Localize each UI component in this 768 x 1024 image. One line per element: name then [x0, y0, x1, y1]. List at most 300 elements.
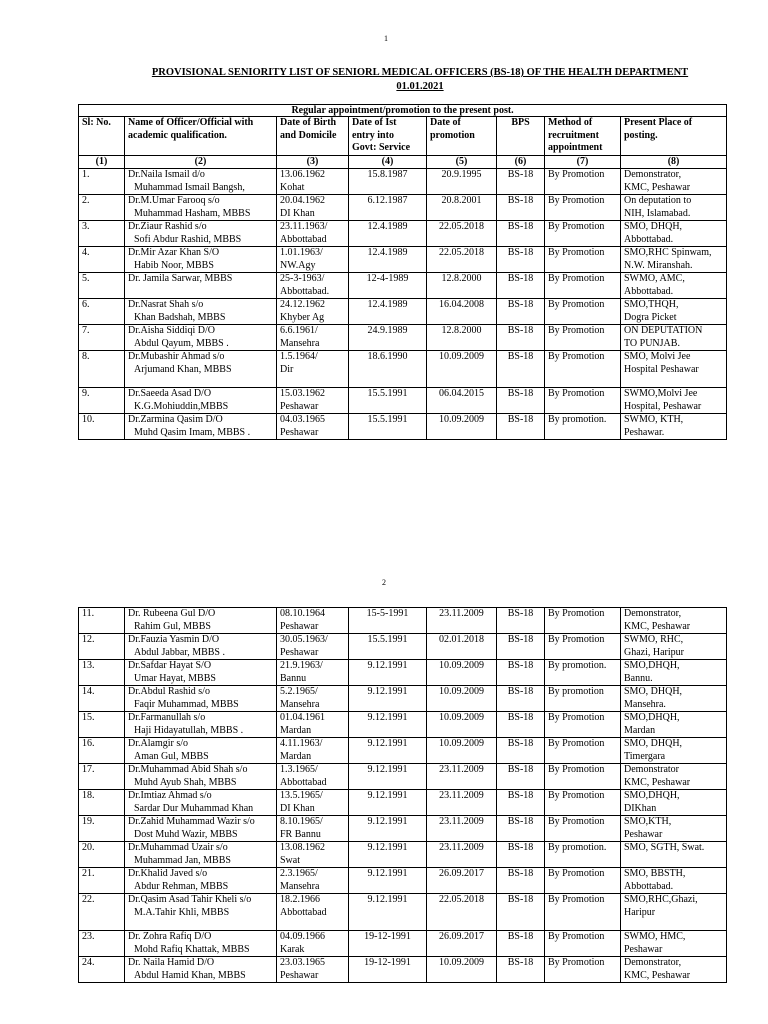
- posting-line: SMO, DHQH,: [624, 221, 683, 232]
- cell-sl-no: 15.: [79, 712, 125, 738]
- posting-line: Hospital, Peshawar: [624, 400, 702, 412]
- cell-name: [125, 686, 277, 712]
- header-method-line: appointment: [548, 142, 603, 153]
- birth-date: 13.08.1962: [280, 842, 325, 853]
- column-number: (5): [427, 155, 497, 169]
- cell-sl-no: 13.: [79, 660, 125, 686]
- cell-name: [125, 842, 277, 868]
- document-title: [100, 66, 740, 94]
- officer-parent-qualification: Khan Badshah, MBBS: [134, 311, 226, 323]
- cell-entry-date: 15.8.1987: [349, 169, 427, 195]
- cell-method: By promotion: [545, 686, 621, 712]
- cell-method: By Promotion: [545, 325, 621, 351]
- officer-parent-qualification: Muhammad Ismail Bangsh,: [134, 181, 245, 193]
- cell-entry-date: 12.4.1989: [349, 247, 427, 273]
- domicile: Mansehra: [280, 698, 320, 710]
- cell-promotion-date: 10.09.2009: [427, 738, 497, 764]
- column-number-row: [79, 155, 727, 169]
- table-row: [79, 634, 727, 660]
- cell-sl-no: 20.: [79, 842, 125, 868]
- cell-sl-no: 17.: [79, 764, 125, 790]
- cell-name: [125, 169, 277, 195]
- cell-posting: [621, 868, 727, 894]
- table-row: [79, 894, 727, 931]
- cell-name: [125, 351, 277, 388]
- birth-date: 5.2.1965/: [280, 686, 318, 697]
- posting-line: N.W. Miranshah.: [624, 259, 693, 271]
- table-row: [79, 660, 727, 686]
- table-row: [79, 221, 727, 247]
- header-sl-no: Sl: No.: [79, 117, 125, 156]
- officer-name: Dr.Aisha Siddiqi D/O: [128, 325, 215, 336]
- cell-bps: BS-18: [497, 738, 545, 764]
- birth-date: 04.03.1965: [280, 414, 325, 425]
- cell-posting: [621, 764, 727, 790]
- cell-dob: [277, 169, 349, 195]
- domicile: Dir: [280, 363, 294, 375]
- cell-entry-date: 18.6.1990: [349, 351, 427, 388]
- cell-entry-date: 24.9.1989: [349, 325, 427, 351]
- header-posting-line: posting.: [624, 129, 658, 141]
- officer-parent-qualification: Sardar Dur Muhammad Khan: [134, 802, 254, 814]
- table-row: [79, 686, 727, 712]
- posting-line: Hospital Peshawar: [624, 363, 699, 375]
- table-row: [79, 764, 727, 790]
- cell-posting: [621, 221, 727, 247]
- domicile: Bannu: [280, 672, 307, 684]
- cell-name: [125, 868, 277, 894]
- cell-dob: [277, 634, 349, 660]
- cell-bps: BS-18: [497, 842, 545, 868]
- column-number: (1): [79, 155, 125, 169]
- header-method-line: Method of: [548, 117, 593, 128]
- posting-line: Demonstrator,: [624, 608, 682, 619]
- cell-dob: [277, 816, 349, 842]
- posting-line: Ghazi, Haripur: [624, 646, 684, 658]
- cell-sl-no: 14.: [79, 686, 125, 712]
- cell-entry-date: 19-12-1991: [349, 931, 427, 957]
- cell-entry-date: 9.12.1991: [349, 712, 427, 738]
- cell-sl-no: 19.: [79, 816, 125, 842]
- seniority-table-page-1: [78, 104, 727, 440]
- officer-name: Dr.Saeeda Asad D/O: [128, 388, 212, 399]
- header-dob: [277, 117, 349, 156]
- table-row: [79, 816, 727, 842]
- table-row: [79, 325, 727, 351]
- cell-posting: [621, 247, 727, 273]
- officer-parent-qualification: Muhd Ayub Shah, MBBS: [134, 776, 237, 788]
- cell-posting: [621, 169, 727, 195]
- cell-entry-date: 15-5-1991: [349, 608, 427, 634]
- officer-parent-qualification: Abdul Qayum, MBBS .: [134, 337, 229, 349]
- officer-parent-qualification: Abdul Hamid Khan, MBBS: [134, 969, 246, 981]
- cell-promotion-date: 23.11.2009: [427, 842, 497, 868]
- cell-method: By Promotion: [545, 169, 621, 195]
- cell-sl-no: 4.: [79, 247, 125, 273]
- posting-line: Abbottabad.: [624, 285, 674, 297]
- cell-promotion-date: 12.8.2000: [427, 273, 497, 299]
- cell-sl-no: 3.: [79, 221, 125, 247]
- cell-promotion-date: 22.05.2018: [427, 221, 497, 247]
- cell-promotion-date: 22.05.2018: [427, 247, 497, 273]
- column-number: (3): [277, 155, 349, 169]
- header-name-line: academic qualification.: [128, 129, 227, 141]
- cell-method: By Promotion: [545, 195, 621, 221]
- cell-sl-no: 2.: [79, 195, 125, 221]
- posting-line: SWMO, AMC,: [624, 273, 685, 284]
- officer-name: Dr.Qasim Asad Tahir Kheli s/o: [128, 894, 252, 905]
- cell-method: By promotion.: [545, 842, 621, 868]
- cell-sl-no: 24.: [79, 957, 125, 983]
- birth-date: 20.04.1962: [280, 195, 325, 206]
- table-row: [79, 388, 727, 414]
- cell-dob: [277, 894, 349, 931]
- officer-parent-qualification: Muhd Qasim Imam, MBBS .: [134, 426, 251, 438]
- cell-bps: BS-18: [497, 634, 545, 660]
- officer-parent-qualification: Mohd Rafiq Khattak, MBBS: [134, 943, 250, 955]
- posting-line: SMO,RHC,Ghazi,: [624, 894, 698, 905]
- cell-entry-date: 9.12.1991: [349, 790, 427, 816]
- cell-sl-no: 12.: [79, 634, 125, 660]
- table-row: [79, 790, 727, 816]
- cell-promotion-date: 10.09.2009: [427, 712, 497, 738]
- posting-line: KMC, Peshawar: [624, 181, 691, 193]
- posting-line: Mansehra.: [624, 698, 666, 710]
- posting-line: SMO,THQH,: [624, 299, 679, 310]
- table-row: [79, 169, 727, 195]
- posting-line: SMO, DHQH,: [624, 738, 683, 749]
- header-dob-line: and Domicile: [280, 129, 337, 141]
- officer-parent-qualification: Aman Gul, MBBS: [134, 750, 209, 762]
- cell-dob: [277, 414, 349, 440]
- cell-method: By Promotion: [545, 388, 621, 414]
- cell-dob: [277, 790, 349, 816]
- posting-line: SMO,DHQH,: [624, 712, 680, 723]
- officer-parent-qualification: Habib Noor, MBBS: [134, 259, 214, 271]
- cell-bps: BS-18: [497, 388, 545, 414]
- domicile: Peshawar: [280, 646, 319, 658]
- cell-sl-no: 1.: [79, 169, 125, 195]
- seniority-table-page-2: [78, 607, 727, 983]
- cell-bps: BS-18: [497, 764, 545, 790]
- officer-parent-qualification: Arjumand Khan, MBBS: [134, 363, 232, 375]
- domicile: Abbottabad: [280, 906, 327, 918]
- cell-posting: [621, 931, 727, 957]
- cell-promotion-date: 23.11.2009: [427, 790, 497, 816]
- cell-posting: [621, 712, 727, 738]
- header-bps: BPS: [497, 117, 545, 156]
- cell-name: [125, 894, 277, 931]
- cell-name: [125, 660, 277, 686]
- officer-name: Dr.Ziaur Rashid s/o: [128, 221, 207, 232]
- posting-line: SMO,DHQH,: [624, 660, 680, 671]
- cell-name: [125, 764, 277, 790]
- birth-date: 25-3-1963/: [280, 273, 325, 284]
- cell-name: [125, 325, 277, 351]
- posting-line: Demonstrator,: [624, 169, 682, 180]
- officer-name: Dr.M.Umar Farooq s/o: [128, 195, 220, 206]
- cell-entry-date: 9.12.1991: [349, 816, 427, 842]
- cell-dob: [277, 247, 349, 273]
- header-entry-line: Date of Ist: [352, 117, 397, 128]
- domicile: Peshawar: [280, 400, 319, 412]
- domicile: Khyber Ag: [280, 311, 325, 323]
- domicile: FR Bannu: [280, 828, 321, 840]
- posting-line: SMO, BBSTH,: [624, 868, 686, 879]
- officer-name: Dr.Zarmina Qasim D/O: [128, 414, 223, 425]
- cell-bps: BS-18: [497, 195, 545, 221]
- cell-dob: [277, 842, 349, 868]
- cell-dob: [277, 608, 349, 634]
- cell-name: [125, 712, 277, 738]
- domicile: Peshawar: [280, 620, 319, 632]
- cell-promotion-date: 10.09.2009: [427, 957, 497, 983]
- cell-method: By Promotion: [545, 608, 621, 634]
- cell-posting: [621, 325, 727, 351]
- posting-line: KMC, Peshawar: [624, 776, 691, 788]
- posting-line: Mardan: [624, 724, 656, 736]
- header-posting: [621, 117, 727, 156]
- cell-bps: BS-18: [497, 169, 545, 195]
- posting-line: SMO,RHC Spinwam,: [624, 247, 712, 258]
- posting-line: Abbottabad.: [624, 880, 674, 892]
- officer-parent-qualification: Sofi Abdur Rashid, MBBS: [134, 233, 242, 245]
- cell-sl-no: 6.: [79, 299, 125, 325]
- cell-promotion-date: 20.9.1995: [427, 169, 497, 195]
- page-number-1: 1: [384, 34, 388, 43]
- cell-posting: [621, 299, 727, 325]
- table-row: [79, 247, 727, 273]
- cell-sl-no: 22.: [79, 894, 125, 931]
- officer-name: Dr.Khalid Javed s/o: [128, 868, 208, 879]
- birth-date: 4.11.1963/: [280, 738, 323, 749]
- table-row: [79, 868, 727, 894]
- header-entry-line: Govt: Service: [352, 142, 411, 153]
- group-header: Regular appointment/promotion to the present post.: [79, 105, 727, 117]
- officer-parent-qualification: Umar Hayat, MBBS: [134, 672, 216, 684]
- header-promotion-line: Date of: [430, 117, 461, 128]
- title-date: 01.01.2021: [396, 81, 444, 92]
- cell-entry-date: 9.12.1991: [349, 764, 427, 790]
- officer-parent-qualification: K.G.Mohiuddin,MBBS: [134, 400, 229, 412]
- cell-posting: [621, 195, 727, 221]
- cell-promotion-date: 10.09.2009: [427, 686, 497, 712]
- table-row: [79, 712, 727, 738]
- cell-entry-date: 19-12-1991: [349, 957, 427, 983]
- officer-name: Dr.Mubashir Ahmad s/o: [128, 351, 225, 362]
- birth-date: 8.10.1965/: [280, 816, 323, 827]
- cell-posting: [621, 957, 727, 983]
- birth-date: 18.2.1966: [280, 894, 320, 905]
- cell-dob: [277, 351, 349, 388]
- cell-bps: BS-18: [497, 957, 545, 983]
- posting-line: SMO,DHQH,: [624, 790, 680, 801]
- officer-parent-qualification: Dost Muhd Wazir, MBBS: [134, 828, 238, 840]
- posting-line: KMC, Peshawar: [624, 620, 691, 632]
- cell-entry-date: 9.12.1991: [349, 894, 427, 931]
- table-row: [79, 738, 727, 764]
- cell-sl-no: 7.: [79, 325, 125, 351]
- officer-name: Dr.Nasrat Shah s/o: [128, 299, 204, 310]
- cell-method: By Promotion: [545, 712, 621, 738]
- cell-bps: BS-18: [497, 273, 545, 299]
- cell-bps: BS-18: [497, 325, 545, 351]
- cell-dob: [277, 195, 349, 221]
- cell-method: By Promotion: [545, 738, 621, 764]
- posting-line: TO PUNJAB.: [624, 337, 680, 349]
- table-header-row: [79, 117, 727, 156]
- posting-line: On deputation to: [624, 195, 692, 206]
- cell-promotion-date: 26.09.2017: [427, 868, 497, 894]
- cell-entry-date: 6.12.1987: [349, 195, 427, 221]
- column-number: (7): [545, 155, 621, 169]
- cell-bps: BS-18: [497, 608, 545, 634]
- header-promotion-line: promotion: [430, 129, 475, 141]
- domicile: Mardan: [280, 724, 312, 736]
- table-row: [79, 931, 727, 957]
- domicile: Peshawar: [280, 426, 319, 438]
- cell-method: By promotion.: [545, 414, 621, 440]
- posting-line: SMO, SGTH, Swat.: [624, 842, 705, 853]
- cell-dob: [277, 868, 349, 894]
- cell-promotion-date: 10.09.2009: [427, 660, 497, 686]
- table-row: [79, 842, 727, 868]
- cell-bps: BS-18: [497, 299, 545, 325]
- posting-line: Peshawar: [624, 828, 663, 840]
- domicile: Kohat: [280, 181, 305, 193]
- officer-name: Dr.Muhammad Uzair s/o: [128, 842, 228, 853]
- officer-name: Dr.Abdul Rashid s/o: [128, 686, 210, 697]
- cell-entry-date: 12-4-1989: [349, 273, 427, 299]
- cell-promotion-date: 22.05.2018: [427, 894, 497, 931]
- cell-dob: [277, 738, 349, 764]
- table-row: [79, 195, 727, 221]
- domicile: Peshawar: [280, 969, 319, 981]
- header-method: [545, 117, 621, 156]
- cell-posting: [621, 816, 727, 842]
- cell-posting: [621, 894, 727, 931]
- posting-line: SWMO, HMC,: [624, 931, 686, 942]
- table-row: [79, 273, 727, 299]
- birth-date: 1.01.1963/: [280, 247, 323, 258]
- posting-line: Abbottabad.: [624, 233, 674, 245]
- birth-date: 1.5.1964/: [280, 351, 318, 362]
- cell-bps: BS-18: [497, 660, 545, 686]
- column-number: (4): [349, 155, 427, 169]
- birth-date: 30.05.1963/: [280, 634, 328, 645]
- cell-name: [125, 273, 277, 299]
- cell-sl-no: 5.: [79, 273, 125, 299]
- cell-method: By Promotion: [545, 299, 621, 325]
- cell-method: By Promotion: [545, 764, 621, 790]
- officer-name: Dr.Safdar Hayat S/O: [128, 660, 212, 671]
- cell-posting: [621, 790, 727, 816]
- column-number: (2): [125, 155, 277, 169]
- domicile: Mansehra: [280, 880, 320, 892]
- header-name: [125, 117, 277, 156]
- page-number-2: 2: [382, 578, 386, 587]
- header-entry-line: entry into: [352, 129, 394, 141]
- domicile: Mansehra: [280, 337, 320, 349]
- header-method-line: recruitment: [548, 129, 599, 141]
- cell-posting: [621, 738, 727, 764]
- cell-dob: [277, 660, 349, 686]
- posting-line: Peshawar.: [624, 426, 665, 438]
- posting-line: Demonstrator: [624, 764, 679, 775]
- officer-name: Dr.Alamgir s/o: [128, 738, 188, 749]
- cell-name: [125, 608, 277, 634]
- posting-line: SMO, Molvi Jee: [624, 351, 691, 362]
- cell-method: By Promotion: [545, 221, 621, 247]
- cell-bps: BS-18: [497, 414, 545, 440]
- cell-bps: BS-18: [497, 686, 545, 712]
- officer-parent-qualification: M.A.Tahir Khli, MBBS: [134, 906, 230, 918]
- cell-dob: [277, 299, 349, 325]
- domicile: Mardan: [280, 750, 312, 762]
- cell-method: By Promotion: [545, 868, 621, 894]
- table-row: [79, 299, 727, 325]
- cell-name: [125, 790, 277, 816]
- cell-promotion-date: 06.04.2015: [427, 388, 497, 414]
- officer-name: Dr. Zohra Rafiq D/O: [128, 931, 212, 942]
- posting-line: ON DEPUTATION: [624, 325, 703, 336]
- cell-promotion-date: 10.09.2009: [427, 414, 497, 440]
- cell-sl-no: 23.: [79, 931, 125, 957]
- title-line-1: PROVISIONAL SENIORITY LIST OF SENIORL MEDICAL OFFICERS (BS-18) OF THE HEALTH DEPARTMENT: [151, 67, 689, 78]
- cell-method: By Promotion: [545, 351, 621, 388]
- cell-name: [125, 957, 277, 983]
- posting-line: SMO, DHQH,: [624, 686, 683, 697]
- cell-posting: [621, 388, 727, 414]
- cell-name: [125, 816, 277, 842]
- domicile: DI Khan: [280, 207, 315, 219]
- domicile: Abbottabad.: [280, 285, 330, 297]
- cell-method: By Promotion: [545, 957, 621, 983]
- birth-date: 08.10.1964: [280, 608, 325, 619]
- cell-entry-date: 9.12.1991: [349, 686, 427, 712]
- cell-name: [125, 931, 277, 957]
- cell-bps: BS-18: [497, 894, 545, 931]
- cell-promotion-date: 20.8.2001: [427, 195, 497, 221]
- posting-line: Timergara: [624, 750, 666, 762]
- cell-sl-no: 18.: [79, 790, 125, 816]
- cell-promotion-date: 23.11.2009: [427, 608, 497, 634]
- cell-promotion-date: 12.8.2000: [427, 325, 497, 351]
- cell-posting: [621, 414, 727, 440]
- cell-dob: [277, 764, 349, 790]
- cell-bps: BS-18: [497, 712, 545, 738]
- table-group-header-row: [79, 105, 727, 117]
- cell-entry-date: 15.5.1991: [349, 634, 427, 660]
- cell-bps: BS-18: [497, 247, 545, 273]
- column-number: (6): [497, 155, 545, 169]
- officer-name: Dr.Mir Azar Khan S/O: [128, 247, 220, 258]
- officer-name: Dr.Muhammad Abid Shah s/o: [128, 764, 248, 775]
- officer-name: Dr.Zahid Muhammad Wazir s/o: [128, 816, 255, 827]
- posting-line: KMC, Peshawar: [624, 969, 691, 981]
- cell-dob: [277, 221, 349, 247]
- cell-method: By promotion.: [545, 660, 621, 686]
- birth-date: 04.09.1966: [280, 931, 325, 942]
- domicile: Karak: [280, 943, 305, 955]
- cell-dob: [277, 388, 349, 414]
- cell-bps: BS-18: [497, 931, 545, 957]
- cell-sl-no: 21.: [79, 868, 125, 894]
- cell-entry-date: 12.4.1989: [349, 221, 427, 247]
- cell-promotion-date: 23.11.2009: [427, 816, 497, 842]
- cell-promotion-date: 16.04.2008: [427, 299, 497, 325]
- officer-name: Dr.Fauzia Yasmin D/O: [128, 634, 220, 645]
